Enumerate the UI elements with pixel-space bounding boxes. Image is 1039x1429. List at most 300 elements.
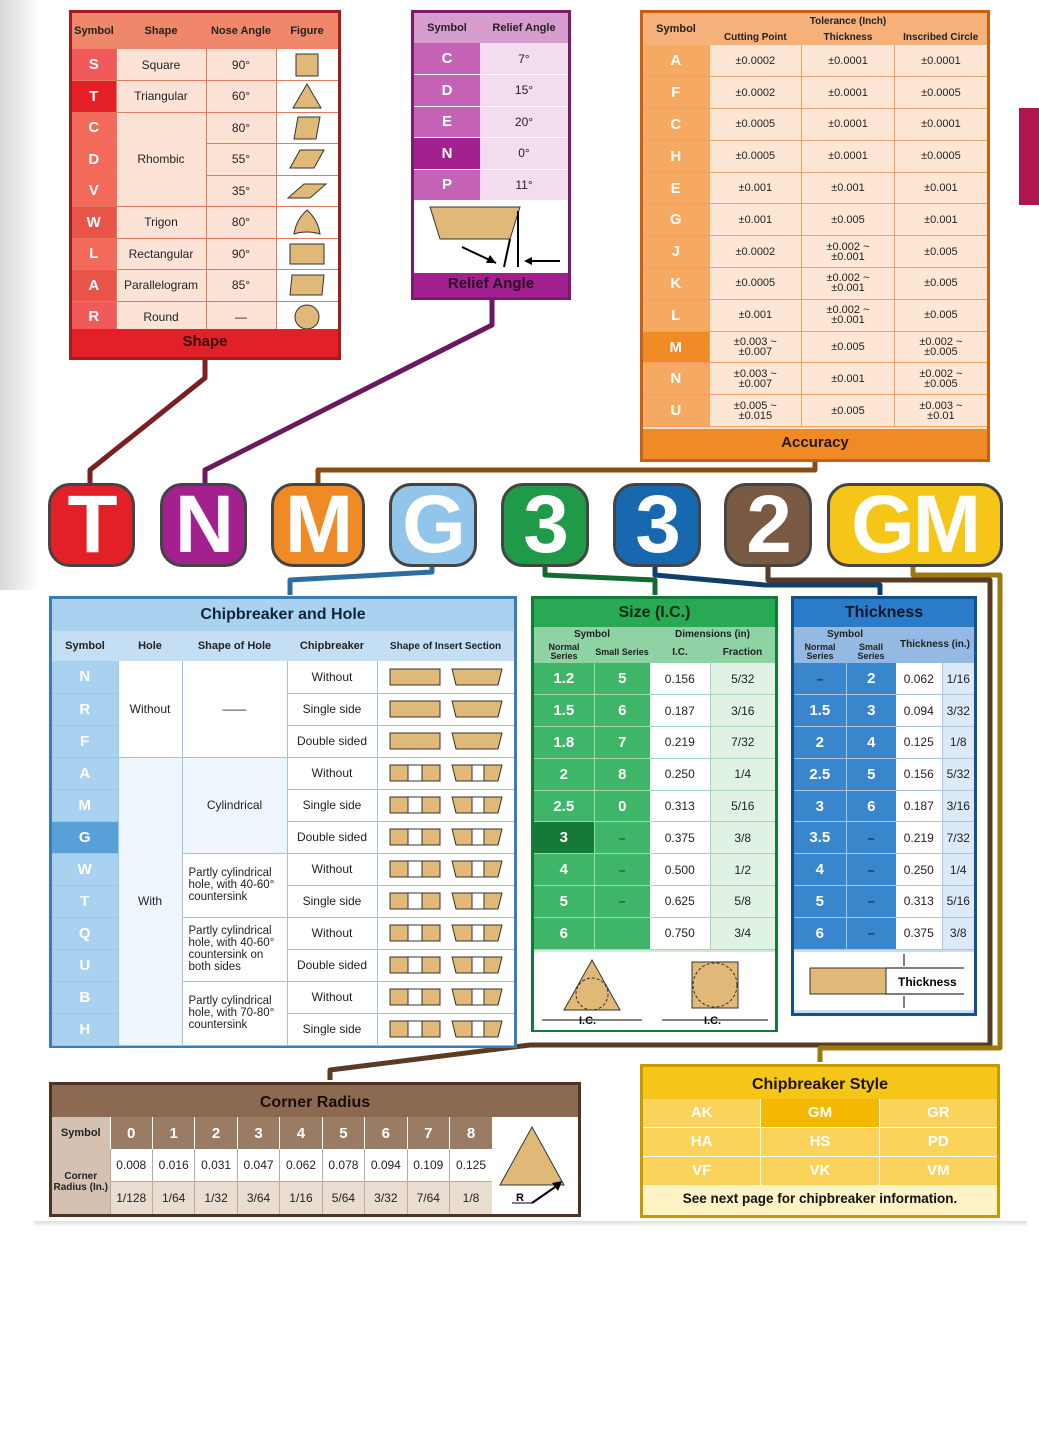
col-symbol: Symbol <box>826 628 864 640</box>
chipbreaker-type: Without <box>287 981 377 1013</box>
col-symbol: Symbol <box>65 640 105 652</box>
thickness-fraction: 7/32 <box>942 822 974 854</box>
accuracy-th: ±0.0001 <box>802 140 895 172</box>
accuracy-ic: ±0.001 <box>894 172 987 204</box>
nose-angle: 60° <box>206 81 276 113</box>
chipbreaker-type: Single side <box>287 693 377 725</box>
accuracy-ic: ±0.0005 <box>894 77 987 109</box>
thickness-row <box>794 822 974 854</box>
col-small: Small Series <box>595 646 649 657</box>
accuracy-th: ±0.001 <box>802 363 895 395</box>
relief-row <box>414 138 568 170</box>
chip-symbol: F <box>52 725 118 757</box>
thickness-small: – <box>846 886 896 918</box>
corner-fraction: 3/64 <box>237 1181 279 1214</box>
relief-symbol: N <box>414 138 480 170</box>
accuracy-th: ±0.005 <box>802 204 895 236</box>
accuracy-th: ±0.001 <box>802 172 895 204</box>
corner-symbol: 8 <box>450 1117 493 1149</box>
chipbreaker-type: Single side <box>287 1013 377 1045</box>
style-vm: VM <box>880 1157 997 1185</box>
insert-section-icon <box>377 725 514 757</box>
thickness-fraction: 3/16 <box>942 790 974 822</box>
relief-value: 15° <box>480 75 568 107</box>
accuracy-th: ±0.002 ~ ±0.001 <box>802 268 895 300</box>
chipbreaker-type: Double sided <box>287 725 377 757</box>
thickness-decimal: 0.187 <box>896 790 942 822</box>
thickness-table <box>794 627 974 950</box>
chip-symbol: R <box>52 693 118 725</box>
size-normal: 4 <box>534 854 594 886</box>
style-vk: VK <box>761 1157 878 1185</box>
col-insert-section: Shape of Insert Section <box>389 640 502 652</box>
chipbreaker-hole-panel <box>49 596 517 1048</box>
thickness-small: 5 <box>846 758 896 790</box>
chip-symbol: G <box>52 821 118 853</box>
chip-symbol: A <box>52 757 118 789</box>
shape-symbol: C <box>72 112 116 144</box>
thickness-row <box>794 917 974 949</box>
corner-decimal: 0.094 <box>365 1149 407 1181</box>
square-icon <box>276 49 338 81</box>
nose-angle: 80° <box>206 112 276 144</box>
shape-name: Parallelogram <box>116 270 206 302</box>
chipbreaker-type: Single side <box>287 789 377 821</box>
thickness-row <box>794 758 974 790</box>
size-panel <box>531 596 778 1032</box>
style-hs: HS <box>761 1128 878 1156</box>
size-row <box>534 695 775 727</box>
chip-symbol: W <box>52 853 118 885</box>
rhombic-80-icon <box>276 112 338 144</box>
insert-section-icon <box>377 661 514 693</box>
code-g: G <box>389 483 477 567</box>
corner-symbol: 4 <box>280 1117 322 1149</box>
size-ic: 0.625 <box>650 886 710 918</box>
col-symbol: Symbol <box>573 628 611 640</box>
chip-title: Chipbreaker and Hole <box>52 599 514 631</box>
nose-angle: — <box>206 301 276 333</box>
thickness-normal: 5 <box>794 886 846 918</box>
accuracy-th: ±0.0001 <box>802 45 895 77</box>
chipbreaker-type: Single side <box>287 885 377 917</box>
size-title: Size (I.C.) <box>534 599 775 627</box>
accuracy-ic: ±0.001 <box>894 204 987 236</box>
hole-shape-cylindrical: Cylindrical <box>182 757 287 853</box>
col-shape: Shape <box>144 25 178 37</box>
accuracy-ic: ±0.002 ~ ±0.005 <box>894 331 987 363</box>
accuracy-row <box>643 268 987 300</box>
shape-symbol: T <box>72 81 116 113</box>
corner-decimal: 0.062 <box>280 1149 322 1181</box>
chip-table <box>52 631 514 1046</box>
accuracy-cp: ±0.0002 <box>709 236 802 268</box>
row-corner-radius: Corner Radius (In.) <box>52 1149 110 1214</box>
shape-name: Rectangular <box>116 238 206 270</box>
col-nose-angle: Nose Angle <box>210 25 272 37</box>
size-row <box>534 663 775 695</box>
thickness-decimal: 0.156 <box>896 758 942 790</box>
thickness-row <box>794 695 974 727</box>
hole-with: With <box>118 757 182 1045</box>
size-fraction: 3/16 <box>710 695 775 727</box>
accuracy-ic: ±0.0001 <box>894 45 987 77</box>
size-normal: 2.5 <box>534 790 594 822</box>
thickness-panel <box>791 596 977 1016</box>
accuracy-table <box>643 13 987 427</box>
shape-row <box>72 81 338 113</box>
accuracy-th: ±0.005 <box>802 331 895 363</box>
insert-section-icon <box>377 981 514 1013</box>
shape-table <box>72 13 338 333</box>
insert-section-icon <box>377 885 514 917</box>
shape-symbol: V <box>72 175 116 207</box>
thickness-small: – <box>846 854 896 886</box>
relief-value: 0° <box>480 138 568 170</box>
chip-row <box>52 661 514 693</box>
accuracy-cp: ±0.001 <box>709 204 802 236</box>
corner-symbol: 0 <box>110 1117 152 1149</box>
thickness-normal: 1.5 <box>794 695 846 727</box>
size-ic: 0.156 <box>650 663 710 695</box>
insert-section-icon <box>377 757 514 789</box>
chipbreaker-type: Double sided <box>287 821 377 853</box>
code-2: 2 <box>724 483 812 567</box>
rhombic-35-icon <box>276 175 338 207</box>
thickness-fraction: 1/8 <box>942 727 974 759</box>
chipbreaker-type: Without <box>287 661 377 693</box>
r-label: R <box>516 1192 524 1204</box>
col-hole: Hole <box>138 640 162 652</box>
corner-fraction: 1/16 <box>280 1181 322 1214</box>
shape-row <box>72 270 338 302</box>
shape-symbol: L <box>72 238 116 270</box>
insert-section-icon <box>377 949 514 981</box>
corner-fraction: 7/64 <box>407 1181 449 1214</box>
size-row <box>534 790 775 822</box>
ic-figures <box>534 952 775 1030</box>
thickness-normal: 2.5 <box>794 758 846 790</box>
thickness-normal: 3 <box>794 790 846 822</box>
size-row <box>534 886 775 918</box>
accuracy-title: Accuracy <box>643 429 987 459</box>
nose-angle: 55° <box>206 144 276 176</box>
accuracy-th: ±0.0001 <box>802 77 895 109</box>
corner-symbol: 7 <box>407 1117 449 1149</box>
col-tolerance: Tolerance (Inch) <box>809 15 887 27</box>
thickness-normal: – <box>794 663 846 695</box>
chip-symbol: M <box>52 789 118 821</box>
thickness-decimal: 0.062 <box>896 663 942 695</box>
size-small: – <box>594 854 650 886</box>
col-normal: Normal Series <box>804 642 836 661</box>
relief-value: 11° <box>480 169 568 201</box>
accuracy-ic: ±0.003 ~ ±0.01 <box>894 395 987 427</box>
size-row <box>534 758 775 790</box>
accuracy-symbol: E <box>643 172 709 204</box>
circle-icon <box>276 301 338 333</box>
style-title: Chipbreaker Style <box>643 1067 997 1099</box>
thickness-normal: 6 <box>794 917 846 949</box>
corner-fraction: 3/32 <box>365 1181 407 1214</box>
accuracy-ic: ±0.005 <box>894 299 987 331</box>
size-row <box>534 854 775 886</box>
corner-fraction: 1/32 <box>195 1181 237 1214</box>
relief-row <box>414 169 568 201</box>
code-gm: GM <box>827 483 1003 567</box>
col-symbol: Symbol <box>427 22 467 34</box>
relief-row <box>414 106 568 138</box>
size-ic: 0.375 <box>650 822 710 854</box>
thickness-normal: 2 <box>794 727 846 759</box>
code-3b: 3 <box>613 483 701 567</box>
accuracy-th: ±0.002 ~ ±0.001 <box>802 236 895 268</box>
size-normal: 6 <box>534 917 594 949</box>
size-small: 0 <box>594 790 650 822</box>
corner-radius-figure <box>492 1117 578 1214</box>
accuracy-symbol: K <box>643 268 709 300</box>
ic-label-2: I.C. <box>704 1014 722 1027</box>
thickness-normal: 4 <box>794 854 846 886</box>
shape-row <box>72 112 338 144</box>
triangle-icon <box>276 81 338 113</box>
accuracy-row <box>643 109 987 141</box>
rhombic-55-icon <box>276 144 338 176</box>
hole-shape-none: —— <box>182 661 287 757</box>
col-shape-of-hole: Shape of Hole <box>197 640 272 652</box>
size-normal: 1.8 <box>534 727 594 759</box>
thickness-decimal: 0.250 <box>896 854 942 886</box>
size-small: 5 <box>594 663 650 695</box>
thickness-decimal: 0.219 <box>896 822 942 854</box>
chip-symbol: T <box>52 885 118 917</box>
accuracy-th: ±0.0001 <box>802 109 895 141</box>
shape-title: Shape <box>72 329 338 357</box>
chipbreaker-type: Without <box>287 853 377 885</box>
relief-value: 20° <box>480 106 568 138</box>
style-ak: AK <box>643 1099 760 1127</box>
corner-fraction: 1/8 <box>450 1181 493 1214</box>
insert-section-icon <box>377 1013 514 1045</box>
chipbreaker-type: Without <box>287 917 377 949</box>
size-small: 7 <box>594 727 650 759</box>
thickness-figure <box>794 952 974 1010</box>
size-ic: 0.187 <box>650 695 710 727</box>
insert-section-icon <box>377 789 514 821</box>
corner-symbol: 3 <box>237 1117 279 1149</box>
thickness-row <box>794 727 974 759</box>
corner-radius-panel <box>49 1082 581 1217</box>
chipbreaker-style-panel <box>640 1064 1000 1218</box>
thickness-fraction: 3/8 <box>942 917 974 949</box>
accuracy-cp: ±0.003 ~ ±0.007 <box>709 363 802 395</box>
accuracy-row <box>643 45 987 77</box>
size-normal: 3 <box>534 822 594 854</box>
corner-title: Corner Radius <box>52 1085 578 1117</box>
size-normal: 1.5 <box>534 695 594 727</box>
code-m: M <box>271 483 365 567</box>
shape-symbol: D <box>72 144 116 176</box>
accuracy-cp: ±0.0005 <box>709 140 802 172</box>
accuracy-cp: ±0.001 <box>709 172 802 204</box>
size-normal: 5 <box>534 886 594 918</box>
col-small: Small Series <box>857 642 885 661</box>
size-fraction: 3/8 <box>710 822 775 854</box>
size-row <box>534 727 775 759</box>
shape-symbol: A <box>72 270 116 302</box>
corner-decimal: 0.078 <box>322 1149 364 1181</box>
accuracy-symbol: N <box>643 363 709 395</box>
size-normal: 1.2 <box>534 663 594 695</box>
insert-section-icon <box>377 693 514 725</box>
relief-row <box>414 43 568 75</box>
accuracy-symbol: H <box>643 140 709 172</box>
shape-name: Trigon <box>116 207 206 239</box>
col-cutting-point: Cutting Point <box>723 31 787 43</box>
nose-angle: 90° <box>206 238 276 270</box>
insert-section-icon <box>377 917 514 949</box>
thickness-decimal: 0.313 <box>896 886 942 918</box>
hole-shape-partly-both: Partly cylindrical hole, with 40-60° countersink on both sides <box>182 917 287 981</box>
accuracy-row <box>643 395 987 427</box>
size-normal: 2 <box>534 758 594 790</box>
thickness-small: 4 <box>846 727 896 759</box>
size-small <box>594 917 650 949</box>
code-n: N <box>160 483 247 567</box>
size-table <box>534 627 775 950</box>
accuracy-panel <box>640 10 990 462</box>
size-ic: 0.219 <box>650 727 710 759</box>
corner-decimal: 0.008 <box>110 1149 152 1181</box>
thickness-decimal: 0.375 <box>896 917 942 949</box>
nose-angle: 85° <box>206 270 276 302</box>
hole-without: Without <box>118 661 182 757</box>
size-fraction: 1/2 <box>710 854 775 886</box>
relief-symbol: C <box>414 43 480 75</box>
accuracy-row <box>643 204 987 236</box>
col-dimensions: Dimensions (in) <box>674 628 750 640</box>
thickness-decimal: 0.125 <box>896 727 942 759</box>
thickness-small: – <box>846 822 896 854</box>
size-fraction: 1/4 <box>710 758 775 790</box>
nose-angle: 80° <box>206 207 276 239</box>
size-ic: 0.313 <box>650 790 710 822</box>
thickness-small: 6 <box>846 790 896 822</box>
size-row <box>534 917 775 949</box>
accuracy-symbol: J <box>643 236 709 268</box>
relief-symbol: P <box>414 169 480 201</box>
accuracy-th: ±0.002 ~ ±0.001 <box>802 299 895 331</box>
corner-fraction: 1/128 <box>110 1181 152 1214</box>
shape-name: Triangular <box>116 81 206 113</box>
trigon-icon <box>276 207 338 239</box>
relief-table <box>414 13 568 201</box>
accuracy-ic: ±0.005 <box>894 236 987 268</box>
col-ic: I.C. <box>672 646 688 658</box>
size-fraction: 7/32 <box>710 727 775 759</box>
relief-angle-figure <box>414 201 568 275</box>
corner-symbol: 1 <box>152 1117 194 1149</box>
relief-row <box>414 75 568 107</box>
shape-symbol: S <box>72 49 116 81</box>
accuracy-symbol: C <box>643 109 709 141</box>
row-symbol: Symbol <box>52 1117 110 1149</box>
bottom-shadow <box>34 1221 1027 1227</box>
style-vf: VF <box>643 1157 760 1185</box>
col-chipbreaker: Chipbreaker <box>299 640 365 652</box>
thickness-decimal: 0.094 <box>896 695 942 727</box>
corner-symbol: 2 <box>195 1117 237 1149</box>
chip-symbol: B <box>52 981 118 1013</box>
code-t: T <box>48 483 135 567</box>
nose-angle: 90° <box>206 49 276 81</box>
code-3a: 3 <box>501 483 589 567</box>
accuracy-cp: ±0.005 ~ ±0.015 <box>709 395 802 427</box>
thickness-fraction: 1/16 <box>942 663 974 695</box>
accuracy-symbol: F <box>643 77 709 109</box>
accuracy-ic: ±0.0001 <box>894 109 987 141</box>
thickness-row <box>794 886 974 918</box>
thickness-small: 3 <box>846 695 896 727</box>
size-small: 8 <box>594 758 650 790</box>
size-fraction: 5/8 <box>710 886 775 918</box>
hole-shape-partly-70-80: Partly cylindrical hole, with 70-80° countersink <box>182 981 287 1045</box>
insert-section-icon <box>377 821 514 853</box>
nose-angle: 35° <box>206 175 276 207</box>
corner-decimal: 0.125 <box>450 1149 493 1181</box>
chip-symbol: H <box>52 1013 118 1045</box>
shape-row <box>72 238 338 270</box>
col-symbol: Symbol <box>656 23 696 35</box>
accuracy-cp: ±0.0002 <box>709 77 802 109</box>
corner-symbol: 5 <box>322 1117 364 1149</box>
accuracy-cp: ±0.0005 <box>709 268 802 300</box>
accuracy-ic: ±0.0005 <box>894 140 987 172</box>
shape-row <box>72 49 338 81</box>
shape-row <box>72 207 338 239</box>
thickness-row <box>794 854 974 886</box>
thickness-small: – <box>846 917 896 949</box>
shape-name: Square <box>116 49 206 81</box>
relief-symbol: D <box>414 75 480 107</box>
accuracy-row <box>643 236 987 268</box>
size-small: 6 <box>594 695 650 727</box>
shape-name: Round <box>116 301 206 333</box>
accuracy-ic: ±0.005 <box>894 268 987 300</box>
accuracy-symbol: L <box>643 299 709 331</box>
accuracy-row <box>643 140 987 172</box>
corner-decimal: 0.047 <box>237 1149 279 1181</box>
size-ic: 0.250 <box>650 758 710 790</box>
shape-name: Rhombic <box>116 112 206 207</box>
thickness-small: 2 <box>846 663 896 695</box>
thickness-fraction: 5/16 <box>942 886 974 918</box>
accuracy-th: ±0.005 <box>802 395 895 427</box>
accuracy-ic: ±0.002 ~ ±0.005 <box>894 363 987 395</box>
col-thickness: Thickness <box>823 31 873 43</box>
accuracy-row <box>643 331 987 363</box>
rectangle-icon <box>276 238 338 270</box>
corner-decimal: 0.016 <box>152 1149 194 1181</box>
parallelogram-icon <box>276 270 338 302</box>
size-fraction: 5/32 <box>710 663 775 695</box>
chip-symbol: U <box>52 949 118 981</box>
col-symbol: Symbol <box>74 25 114 37</box>
insert-section-icon <box>377 853 514 885</box>
corner-symbol: 6 <box>365 1117 407 1149</box>
accuracy-symbol: G <box>643 204 709 236</box>
chip-symbol: N <box>52 661 118 693</box>
